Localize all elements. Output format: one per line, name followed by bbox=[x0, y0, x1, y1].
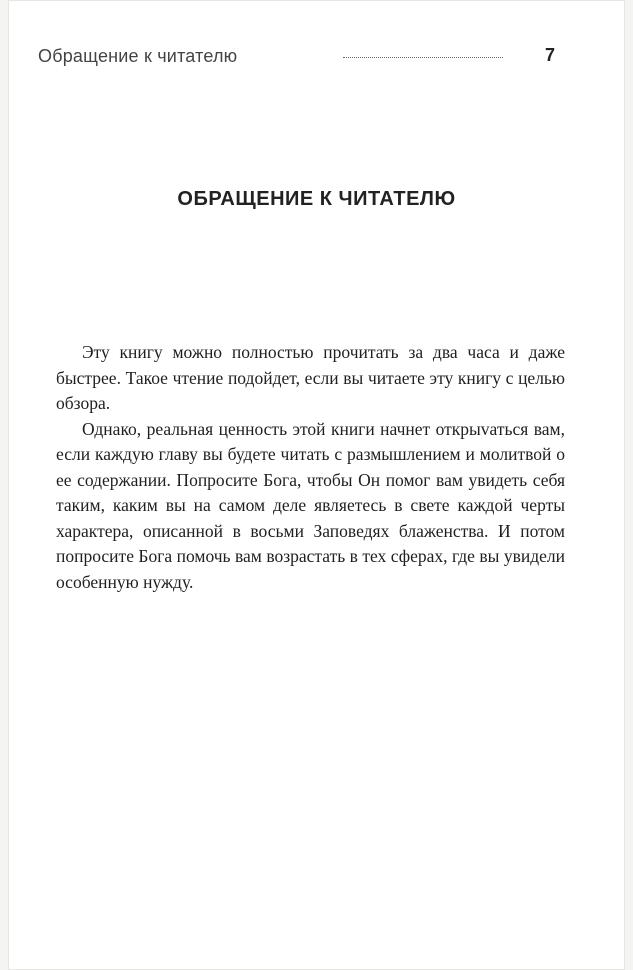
book-page bbox=[8, 0, 625, 970]
header-divider bbox=[343, 57, 503, 58]
body-text bbox=[56, 340, 565, 595]
running-header-title: Обращение к читателю bbox=[38, 46, 238, 66]
chapter-title: ОБРАЩЕНИЕ К ЧИТАТЕЛЮ bbox=[177, 188, 456, 210]
paragraph: Эту книгу можно полностью прочитать за два часа и даже быстрее. Такое чтение подойдет, если вы читаете эту книгу с целью обзора. bbox=[56, 342, 565, 413]
page-number: 7 bbox=[545, 45, 556, 65]
paragraph: Однако, реальная ценность этой книги начнет открыvаться вам, если каждую главу вы будете читать с размышлением и молитвой о ее содержании. Попросите Бога, чтобы Он помог вам увидеть себя таким, каким вы на самом деле являетесь в свете каждой черты характера, описанной в восьми Заповедях блаженства. И потом попросите Бога помочь вам возрастать в тех сферах, где вы увидели особенную нужду. bbox=[56, 418, 565, 592]
